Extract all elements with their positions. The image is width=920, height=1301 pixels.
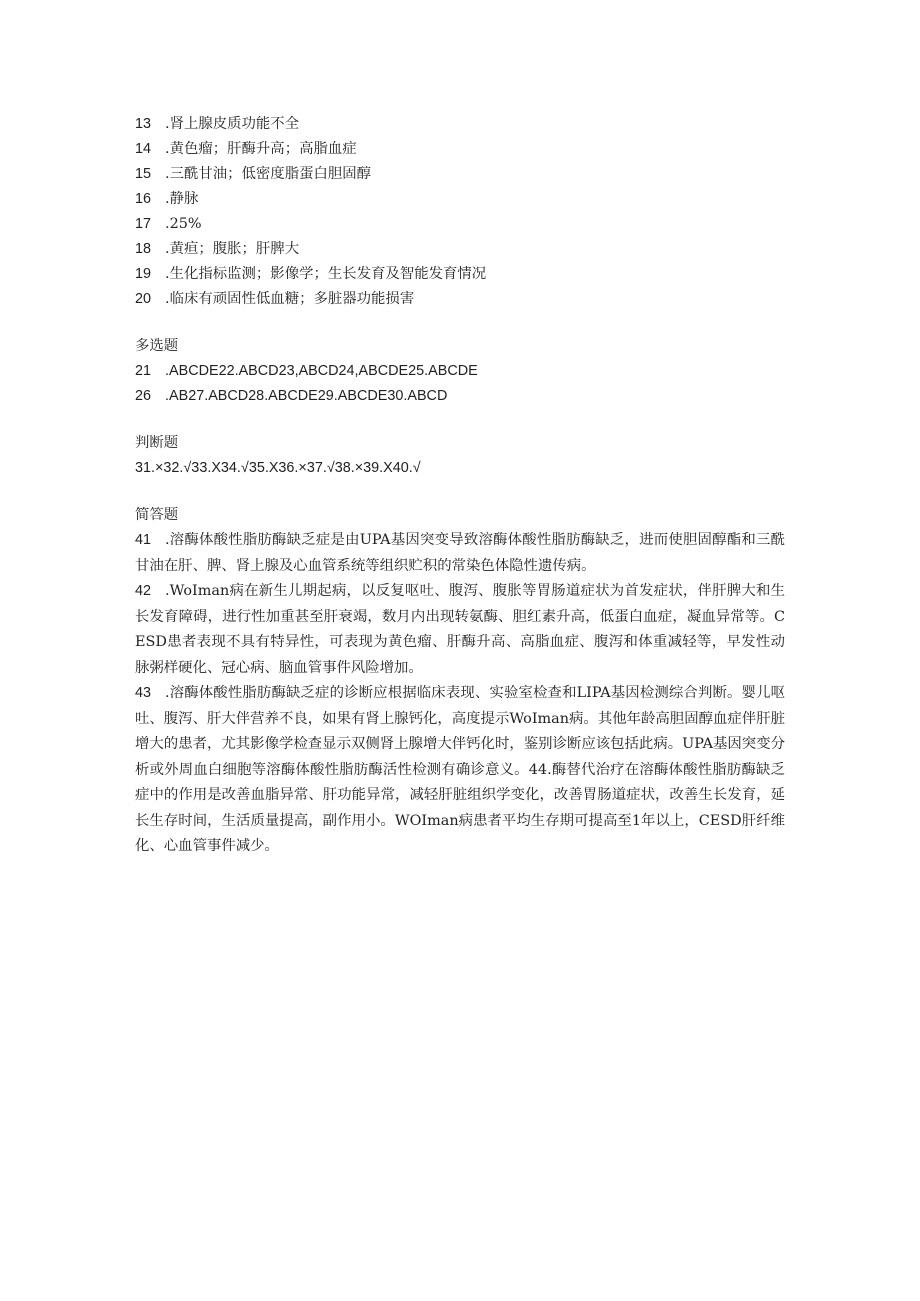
answer-text: .溶酶体酸性脂肪酶缺乏症是由UPA基因突变导致溶酶体酸性脂肪酶缺乏，进而使胆固醇酯和三酰甘油在肝、脾、肾上腺及心血管系统等组织贮积的常染色体隐性遗传病。 (135, 532, 785, 574)
answer-item-13 (135, 112, 785, 137)
answer-item-17 (135, 212, 785, 237)
answer-number: 43 (135, 685, 152, 701)
short-answer-section (135, 503, 785, 860)
short-answer-41 (135, 528, 785, 579)
answer-number: 20 (135, 291, 152, 307)
answer-item-14 (135, 137, 785, 162)
answer-text: .肾上腺皮质功能不全 (165, 116, 300, 132)
short-answer-42 (135, 579, 785, 681)
single-answers (135, 112, 785, 312)
answer-text: .临床有顽固性低血糖；多脏器功能损害 (165, 291, 415, 307)
answer-text: .WoIman病在新生儿期起病，以反复呕吐、腹泻、腹胀等胃肠道症状为首发症状，伴肝脾大和生长发育障碍，进行性加重甚至肝衰竭，数月内出现转氨酶、胆红素升高，低蛋白血症，凝血异常等。CESD患者表现不具有特异性，可表现为黄色瘤、肝酶升高、高脂血症、腹泻和体重减轻等，早发性动脉粥样硬化、冠心病、脑血管事件风险增加。 (135, 583, 785, 676)
answer-text: .生化指标监测；影像学；生长发育及智能发育情况 (165, 266, 487, 282)
answer-number: 15 (135, 166, 152, 182)
answer-number: 26 (135, 388, 152, 404)
answer-item-18 (135, 237, 785, 262)
answer-text: .黄色瘤；肝酶升高；高脂血症 (165, 141, 357, 157)
answer-number: 17 (135, 216, 152, 232)
answer-number: 14 (135, 141, 152, 157)
judge-answer-line: 31.×32.√33.X34.√35.X36.×37.√38.×39.X40.√ (135, 460, 421, 476)
short-answer-43 (135, 681, 785, 860)
answer-item-20 (135, 287, 785, 312)
answer-number: 19 (135, 266, 152, 282)
answer-item-15 (135, 162, 785, 187)
answer-number: 13 (135, 116, 152, 132)
section-title-multi: 多选题 (135, 338, 179, 354)
answer-number: 42 (135, 583, 152, 599)
answer-text: .三酰甘油；低密度脂蛋白胆固醇 (165, 166, 372, 182)
multi-answer-line (135, 384, 785, 409)
answer-text: .黄疸；腹胀；肝脾大 (165, 241, 300, 257)
answer-text: .溶酶体酸性脂肪酶缺乏症的诊断应根据临床表现、实验室检查和LIPA基因检测综合判断。婴儿呕吐、腹泻、肝大伴营养不良，如果有肾上腺钙化，高度提示WoIman病。其他年龄高胆固醇血症伴肝脏增大的患者，尤其影像学检查显示双侧肾上腺增大伴钙化时，鉴别诊断应该包括此病。UPA基因突变分析或外周血白细胞等溶酶体酸性脂肪酶活性检测有确诊意义。44.酶替代治疗在溶酶体酸性脂肪酶缺乏症中的作用是改善血脂异常、肝功能异常，减轻肝脏组织学变化，改善胃肠道症状，改善生长发育，延长生存时间，生活质量提高，副作用小。WOIman病患者平均生存期可提高至1年以上，CESD肝纤维化、心血管事件减少。 (135, 685, 785, 854)
section-title-judge: 判断题 (135, 435, 179, 451)
answer-text: .ABCDE22.ABCD23,ABCD24,ABCDE25.ABCDE (165, 363, 478, 379)
answer-text: .25% (165, 216, 202, 232)
judge-section (135, 431, 785, 481)
answer-number: 21 (135, 363, 152, 379)
answer-item-16 (135, 187, 785, 212)
answer-content (135, 112, 785, 860)
answer-text: .AB27.ABCD28.ABCDE29.ABCDE30.ABCD (165, 388, 448, 404)
answer-number: 41 (135, 532, 152, 548)
multi-answer-line (135, 359, 785, 384)
answer-text: .静脉 (165, 191, 199, 207)
section-title-short: 简答题 (135, 507, 179, 523)
multi-choice-section (135, 334, 785, 409)
answer-number: 16 (135, 191, 152, 207)
answer-item-19 (135, 262, 785, 287)
answer-number: 18 (135, 241, 152, 257)
